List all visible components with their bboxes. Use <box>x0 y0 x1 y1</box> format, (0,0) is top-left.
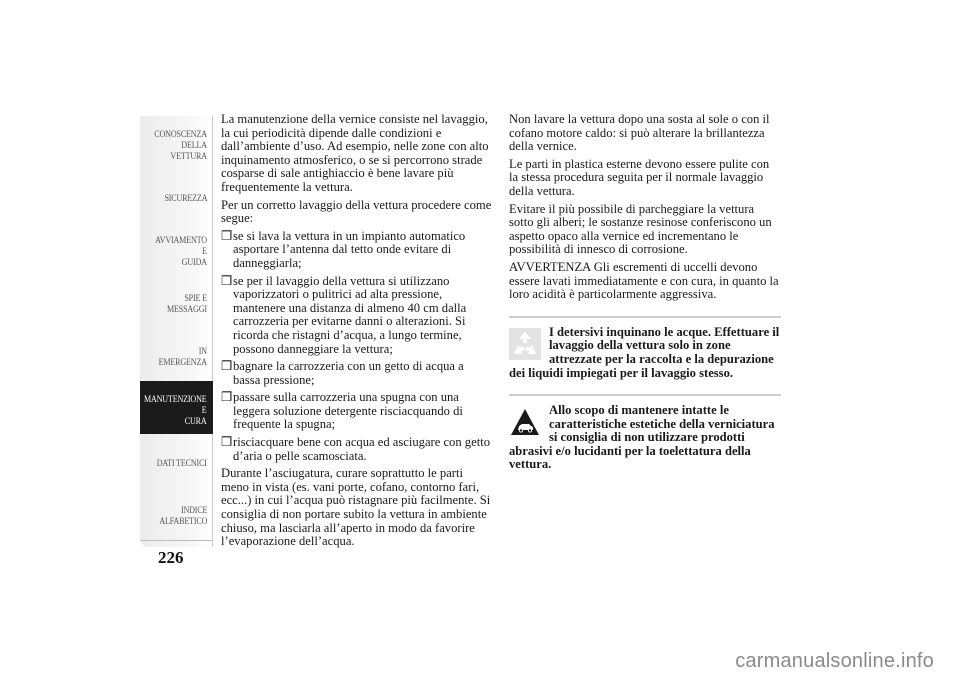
tab-label: CONOSCENZA DELLA VETTURA <box>154 129 207 162</box>
page-number: 226 <box>158 548 184 567</box>
paragraph-avvertenza: AVVERTENZA Gli escrementi di uccelli devono essere lavati immediatamente e con cura, in quanto la loro acidità è particolarmente aggressiva. <box>509 259 779 302</box>
bullet-icon: ❒ <box>221 359 233 374</box>
bullet-icon: ❒ <box>221 390 233 405</box>
tab-indice[interactable] <box>140 487 213 547</box>
tab-sicurezza[interactable] <box>140 169 213 229</box>
sidebar-divider <box>140 540 212 541</box>
paragraph-sun: Non lavare la vettura dopo una sosta al sole o con il cofano motore caldo: si può alterare la brillantezza della vernice. <box>509 112 770 154</box>
bullet-icon: ❒ <box>221 435 233 450</box>
tab-manutenzione[interactable] <box>140 381 213 441</box>
tab-label: IN EMERGENZA <box>158 347 207 368</box>
tab-label: MANUTENZIONE E CURA <box>144 394 207 427</box>
closing-paragraph: Durante l’asciugatura, curare soprattutto le parti meno in vista (es. vani porte, cofano, contorno fari, ecc...) in cui l’acqua può ristagnare più facilmente. Si consiglia di non portare subito la vettura in ambiente chiuso, ma lasciarla all’aperto in modo da favorire l’evaporazione dell’acqua. <box>221 466 491 549</box>
watermark: carmanualsonline.info <box>735 650 934 672</box>
tab-emergenza[interactable] <box>140 328 213 388</box>
tab-avviamento[interactable] <box>140 222 213 282</box>
tab-label: SPIE E MESSAGGI <box>166 294 207 315</box>
bullet-icon: ❒ <box>221 228 233 243</box>
list-item: ❒ passare sulla carrozzeria una spugna con una leggera soluzione detergente risciacquando di frequente la spugna; <box>221 390 463 432</box>
list-item: ❒ risciacquare bene con acqua ed asciugare con getto d’aria o pelle scamosciata. <box>221 435 490 463</box>
bullet-icon: ❒ <box>221 273 233 288</box>
left-column <box>221 113 493 553</box>
warning-notice <box>509 394 781 472</box>
tab-conoscenza[interactable] <box>140 116 213 176</box>
right-column <box>509 113 781 472</box>
lead-paragraph: Per un corretto lavaggio della vettura procedere come segue: <box>221 197 492 226</box>
car-warning-triangle-icon <box>509 406 541 438</box>
tab-label: DATI TECNICI <box>156 458 207 469</box>
tab-spie[interactable] <box>140 275 213 335</box>
environment-notice <box>509 316 781 380</box>
list-item: ❒ se per il lavaggio della vettura si utilizzano vaporizzatori o pulitrici ad alta pressione, mantenere una distanza di almeno 40 cm dalla carrozzeria per evitarne danni o alterazioni. Si ricorda che ristagni d’acqua, a lungo termine, possono danneggiare la vettura; <box>221 273 467 356</box>
tab-dati-tecnici[interactable] <box>140 434 213 494</box>
tab-label: SICUREZZA <box>164 193 207 204</box>
list-item: ❒ bagnare la carrozzeria con un getto di acqua a bassa pressione; <box>221 359 464 387</box>
environment-notice-text: I detersivi inquinano le acque. Effettuare il lavaggio della vettura solo in zone attrezzate per la raccolta e la depurazione dei liquidi impiegati per il lavaggio stesso. <box>509 324 780 380</box>
intro-paragraph: La manutenzione della vernice consiste nel lavaggio, la cui periodicità dipende dalle condizioni e dall’ambiente d’uso. Ad esempio, nelle zone con alto inquinamento atmosferico, o se si percorrono strade cosparse di sale antighiaccio è bene lavare più frequentemente la vettura. <box>221 112 489 194</box>
environment-arrows-icon <box>509 328 541 360</box>
list-item: ❒ se si lava la vettura in un impianto automatico asportare l’antenna dal tetto onde evitare di danneggiarla; <box>221 228 466 270</box>
tab-label: AVVIAMENTO E GUIDA <box>155 235 207 268</box>
paragraph-trees: Evitare il più possibile di parcheggiare la vettura sotto gli alberi; le sostanze resinose conferiscono un aspetto opaco alla vernice ed incrementano le possibilità di innesco di corrosione. <box>509 201 772 257</box>
warning-notice-text: Allo scopo di mantenere intatte le caratteristiche estetiche della verniciatura si consiglia di non utilizzare prodotti abrasivi e/o lucidanti per la toelettatura della vettura. <box>509 403 775 472</box>
tab-label: INDICE ALFABETICO <box>158 506 207 527</box>
paragraph-plastic: Le parti in plastica esterne devono essere pulite con la stessa procedura seguita per il normale lavaggio della vettura. <box>509 156 770 198</box>
